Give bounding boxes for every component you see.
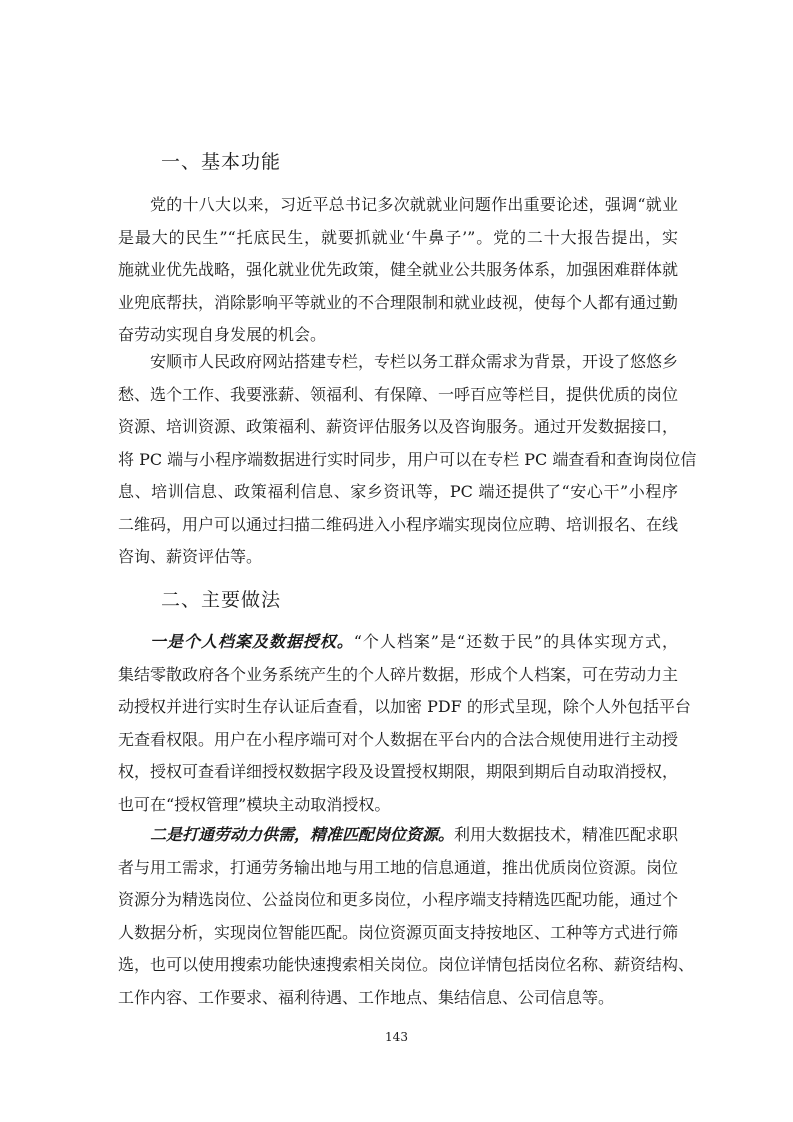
text-line: 施就业优先战略，强化就业优先政策，健全就业公共服务体系，加强困难群体就 — [118, 260, 679, 279]
text-line: 愁、选个工作、我要涨薪、领福利、有保障、一呼百应等栏目，提供优质的岗位 — [118, 384, 679, 404]
text-run: “个人档案”是“还数于民”的具体实现方式， — [353, 632, 678, 651]
text-line: 也可在“授权管理”模块主动取消授权。 — [118, 794, 391, 814]
paragraph-job-matching — [118, 819, 695, 1014]
page-number: 143 — [385, 1030, 408, 1044]
bold-lead-text: 二是打通劳动力供需，精准匹配岗位资源。 — [150, 825, 455, 844]
text-line: 资源分为精选岗位、公益岗位和更多岗位，小程序端支持精选匹配功能，通过个 — [118, 890, 679, 909]
text-line: 人数据分析，实现岗位智能匹配。岗位资源页面支持按地区、工种等方式进行筛 — [118, 922, 679, 942]
bold-lead-text: 一是个人档案及数据授权。 — [150, 632, 354, 651]
paragraph-employment-policy — [118, 189, 678, 352]
text-line: 奋劳动实现自身发展的机会。 — [118, 325, 327, 344]
text-line: 安顺市人民政府网站搭建专栏，专栏以务工群众需求为背景，开设了悠悠乡 — [150, 352, 679, 371]
text-line: 咨询、薪资评估等。 — [118, 547, 263, 566]
text-line: 无查看权限。用户在小程序端可对个人数据在平台内的合法合规使用进行主动授 — [118, 729, 679, 749]
text-line: 党的十八大以来，习近平总书记多次就就业问题作出重要论述，强调“就业 — [150, 195, 678, 214]
text-line: 是最大的民生”“托底民生，就要抓就业‘牛鼻子’”。党的二十大报告提出，实 — [118, 227, 678, 247]
text-line: 集结零散政府各个业务系统产生的个人碎片数据，形成个人档案，可在劳动力主 — [118, 664, 679, 684]
paragraph-personal-archive — [118, 626, 691, 821]
text-line: 息、培训信息、政策福利信息、家乡资讯等，PC 端还提供了“安心干”小程序 — [118, 482, 678, 501]
text-line: 资源、培训资源、政策福利、薪资评估服务以及咨询服务。通过开发数据接口， — [118, 417, 679, 436]
text-line: 二维码，用户可以通过扫描二维码进入小程序端实现岗位应聘、培训报名、在线 — [118, 514, 679, 534]
text-line: 将 PC 端与小程序端数据进行实时同步，用户可以在专栏 PC 端查看和查询岗位信 — [118, 449, 697, 469]
text-line: 者与用工需求，打通劳务输出地与用工地的信息通道，推出优质岗位资源。岗位 — [118, 857, 679, 877]
text-line: 权，授权可查看详细授权数据字段及设置授权期限，期限到期后自动取消授权， — [118, 762, 679, 781]
text-line — [118, 819, 678, 852]
text-line: 工作内容、工作要求、福利待遇、工作地点、集结信息、公司信息等。 — [118, 987, 615, 1007]
text-line: 选，也可以使用搜索功能快速搜索相关岗位。岗位详情包括岗位名称、薪资结构、 — [118, 955, 695, 974]
section-heading-basic-functions: 一、基本功能 — [161, 151, 282, 173]
text-line: 动授权并进行实时生存认证后查看，以加密 PDF 的形式呈现，除个人外包括平台 — [118, 697, 691, 716]
paragraph-anshun-portal — [118, 346, 697, 574]
text-line: 业兜底帮扶，消除影响平等就业的不合理限制和就业歧视，使每个人都有通过勤 — [118, 292, 679, 312]
section-heading-main-practices: 二、主要做法 — [161, 589, 282, 611]
text-line — [118, 626, 678, 659]
text-run: 利用大数据技术，精准匹配求职 — [454, 825, 679, 844]
